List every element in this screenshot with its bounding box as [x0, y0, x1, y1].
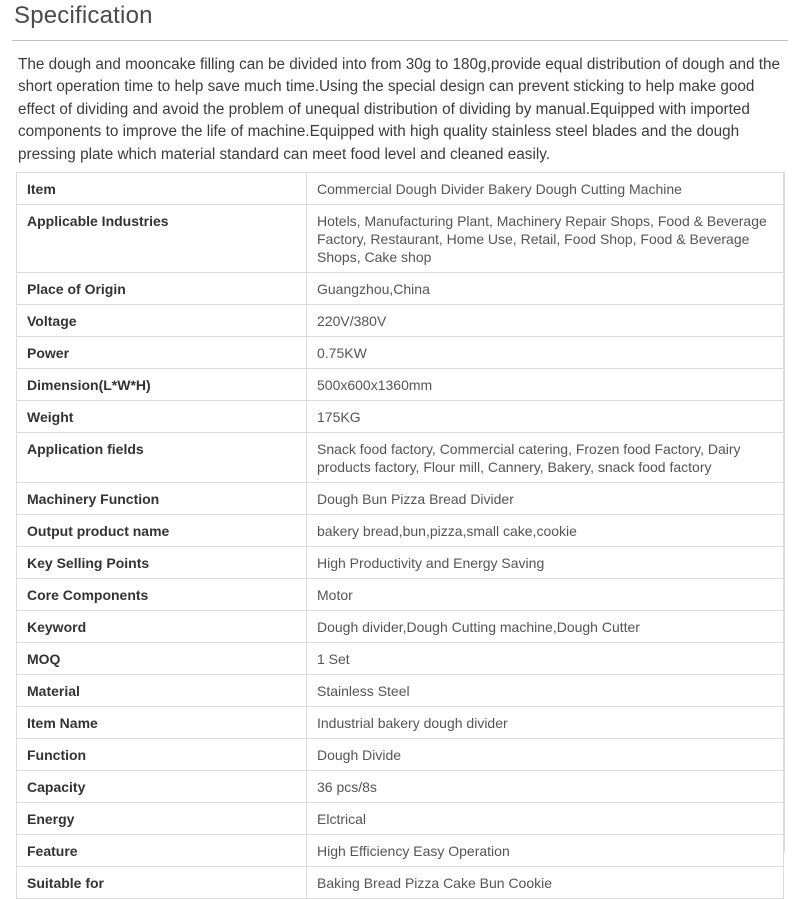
spec-value-cell: Hotels, Manufacturing Plant, Machinery Repair Shops, Food & Beverage Factory, Restaurant, Home Use, Retail, Food Shop, Food & Beverage Shops, Cake shop — [307, 205, 784, 273]
table-row — [17, 675, 784, 707]
spec-key-cell: Weight — [17, 401, 307, 433]
table-row — [17, 771, 784, 803]
table-row — [17, 433, 784, 483]
spec-key-cell: Item Name — [17, 707, 307, 739]
spec-value-cell: Elctrical — [307, 803, 784, 835]
spec-value-cell: High Productivity and Energy Saving — [307, 547, 784, 579]
spec-table — [16, 172, 784, 899]
spec-key-cell: MOQ — [17, 643, 307, 675]
table-row — [17, 867, 784, 899]
table-row — [17, 579, 784, 611]
table-row — [17, 205, 784, 273]
table-row — [17, 643, 784, 675]
spec-key-cell: Applicable Industries — [17, 205, 307, 273]
table-row — [17, 611, 784, 643]
spec-value-cell: Snack food factory, Commercial catering, Frozen food Factory, Dairy products factory, Flour mill, Cannery, Bakery, snack food factory — [307, 433, 784, 483]
spec-value-cell: Commercial Dough Divider Bakery Dough Cutting Machine — [307, 173, 784, 205]
spec-key-cell: Suitable for — [17, 867, 307, 899]
table-row — [17, 305, 784, 337]
spec-key-cell: Item — [17, 173, 307, 205]
table-row — [17, 803, 784, 835]
spec-table-container — [16, 172, 785, 891]
spec-key-cell: Keyword — [17, 611, 307, 643]
spec-value-cell: bakery bread,bun,pizza,small cake,cookie — [307, 515, 784, 547]
spec-key-cell: Place of Origin — [17, 273, 307, 305]
table-row — [17, 515, 784, 547]
table-row — [17, 273, 784, 305]
spec-value-cell: 500x600x1360mm — [307, 369, 784, 401]
spec-key-cell: Machinery Function — [17, 483, 307, 515]
spec-key-cell: Dimension(L*W*H) — [17, 369, 307, 401]
spec-key-cell: Material — [17, 675, 307, 707]
spec-value-cell: 175KG — [307, 401, 784, 433]
spec-key-cell: Energy — [17, 803, 307, 835]
spec-value-cell: 0.75KW — [307, 337, 784, 369]
spec-key-cell: Feature — [17, 835, 307, 867]
spec-value-cell: Baking Bread Pizza Cake Bun Cookie — [307, 867, 784, 899]
spec-key-cell: Application fields — [17, 433, 307, 483]
spec-key-cell: Key Selling Points — [17, 547, 307, 579]
spec-value-cell: Motor — [307, 579, 784, 611]
intro-paragraph: The dough and mooncake filling can be divided into from 30g to 180g,provide equal distribution of dough and the short operation time to help save much time.Using the special design can prevent sticking to help make good effect of dividing and avoid the problem of unequal distribution of dividing by manual.Equipped with imported components to improve the life of machine.Equipped with high quality stainless steel blades and the dough pressing plate which material standard can meet food level and cleaned easily. — [18, 56, 780, 163]
spec-value-cell: 36 pcs/8s — [307, 771, 784, 803]
spec-key-cell: Function — [17, 739, 307, 771]
spec-value-cell: Stainless Steel — [307, 675, 784, 707]
spec-value-cell: Industrial bakery dough divider — [307, 707, 784, 739]
spec-value-cell: Dough divider,Dough Cutting machine,Dough Cutter — [307, 611, 784, 643]
section-title: Specification — [14, 2, 153, 29]
spec-value-cell: Dough Divide — [307, 739, 784, 771]
spec-value-cell: 1 Set — [307, 643, 784, 675]
spec-key-cell: Core Components — [17, 579, 307, 611]
spec-key-cell: Power — [17, 337, 307, 369]
table-row — [17, 739, 784, 771]
spec-table-body — [17, 173, 784, 899]
table-row — [17, 337, 784, 369]
table-row — [17, 401, 784, 433]
table-row — [17, 547, 784, 579]
spec-value-cell: Guangzhou,China — [307, 273, 784, 305]
title-divider — [12, 40, 788, 41]
table-row — [17, 483, 784, 515]
table-row — [17, 369, 784, 401]
spec-key-cell: Voltage — [17, 305, 307, 337]
spec-value-cell: 220V/380V — [307, 305, 784, 337]
table-row — [17, 835, 784, 867]
table-row — [17, 173, 784, 205]
spec-key-cell: Capacity — [17, 771, 307, 803]
spec-value-cell: Dough Bun Pizza Bread Divider — [307, 483, 784, 515]
spec-key-cell: Output product name — [17, 515, 307, 547]
table-row — [17, 707, 784, 739]
spec-value-cell: High Efficiency Easy Operation — [307, 835, 784, 867]
